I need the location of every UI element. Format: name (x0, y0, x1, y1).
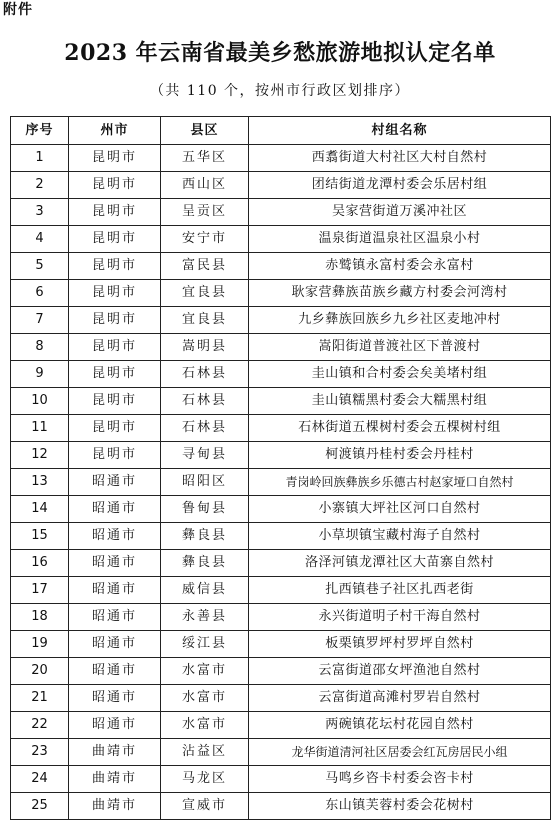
table-header-row (11, 117, 551, 145)
row-city: 昆明市 (69, 388, 161, 415)
table-row (11, 658, 551, 685)
table-row (11, 226, 551, 253)
row-seq: 22 (11, 712, 69, 739)
row-city: 昭通市 (69, 523, 161, 550)
row-village: 龙华街道清河社区居委会红瓦房居民小组 (249, 739, 551, 766)
row-city: 昆明市 (69, 253, 161, 280)
row-county: 安宁市 (161, 226, 249, 253)
table-row (11, 631, 551, 658)
row-seq: 6 (11, 280, 69, 307)
row-city: 昭通市 (69, 631, 161, 658)
row-seq: 20 (11, 658, 69, 685)
row-city: 昭通市 (69, 469, 161, 496)
document-title: 2023 年云南省最美乡愁旅游地拟认定名单 (64, 40, 496, 66)
attachment-label: 附件 (3, 2, 33, 18)
row-village: 小寨镇大坪社区河口自然村 (249, 496, 551, 523)
table-row (11, 550, 551, 577)
row-city: 昭通市 (69, 577, 161, 604)
row-county: 富民县 (161, 253, 249, 280)
row-county: 石林县 (161, 388, 249, 415)
row-seq: 1 (11, 145, 69, 172)
row-village: 东山镇芙蓉村委会花树村 (249, 793, 551, 820)
table-row (11, 199, 551, 226)
row-city: 昆明市 (69, 334, 161, 361)
row-county: 宜良县 (161, 280, 249, 307)
row-seq: 12 (11, 442, 69, 469)
row-village: 嵩阳街道普渡社区下普渡村 (249, 334, 551, 361)
header-village: 村组名称 (249, 117, 551, 145)
row-city: 昆明市 (69, 415, 161, 442)
row-village: 西翥街道大村社区大村自然村 (249, 145, 551, 172)
row-city: 昭通市 (69, 685, 161, 712)
row-village: 小草坝镇宝藏村海子自然村 (249, 523, 551, 550)
row-seq: 25 (11, 793, 69, 820)
row-seq: 17 (11, 577, 69, 604)
row-city: 曲靖市 (69, 739, 161, 766)
row-seq: 18 (11, 604, 69, 631)
row-seq: 3 (11, 199, 69, 226)
row-city: 昆明市 (69, 361, 161, 388)
row-city: 昆明市 (69, 307, 161, 334)
table-body (11, 145, 551, 820)
row-county: 寻甸县 (161, 442, 249, 469)
table-row (11, 307, 551, 334)
row-village: 永兴街道明子村干海自然村 (249, 604, 551, 631)
row-village: 团结街道龙潭村委会乐居村组 (249, 172, 551, 199)
table-row (11, 793, 551, 820)
row-village: 洛泽河镇龙潭社区大苗寨自然村 (249, 550, 551, 577)
row-county: 石林县 (161, 361, 249, 388)
row-county: 彝良县 (161, 550, 249, 577)
row-village: 柯渡镇丹桂村委会丹桂村 (249, 442, 551, 469)
row-city: 昆明市 (69, 172, 161, 199)
row-seq: 14 (11, 496, 69, 523)
row-village: 圭山镇糯黑村委会大糯黑村组 (249, 388, 551, 415)
row-city: 昆明市 (69, 226, 161, 253)
row-seq: 13 (11, 469, 69, 496)
table-row (11, 685, 551, 712)
table-row (11, 145, 551, 172)
row-seq: 2 (11, 172, 69, 199)
row-city: 昆明市 (69, 280, 161, 307)
row-county: 水富市 (161, 685, 249, 712)
row-village: 圭山镇和合村委会矣美堵村组 (249, 361, 551, 388)
row-city: 曲靖市 (69, 766, 161, 793)
row-village: 耿家营彝族苗族乡藏方村委会河湾村 (249, 280, 551, 307)
row-city: 昭通市 (69, 604, 161, 631)
row-city: 昭通市 (69, 496, 161, 523)
table-row (11, 334, 551, 361)
row-city: 曲靖市 (69, 793, 161, 820)
header-seq: 序号 (11, 117, 69, 145)
row-village: 扎西镇巷子社区扎西老街 (249, 577, 551, 604)
row-village: 云富街道邵女坪渔池自然村 (249, 658, 551, 685)
table-row (11, 253, 551, 280)
village-list-table (10, 116, 551, 820)
row-village: 板栗镇罗坪村罗坪自然村 (249, 631, 551, 658)
row-seq: 21 (11, 685, 69, 712)
row-county: 嵩明县 (161, 334, 249, 361)
row-county: 水富市 (161, 712, 249, 739)
row-county: 马龙区 (161, 766, 249, 793)
row-seq: 4 (11, 226, 69, 253)
table-row (11, 469, 551, 496)
row-county: 昭阳区 (161, 469, 249, 496)
header-city: 州市 (69, 117, 161, 145)
row-village: 九乡彝族回族乡九乡社区麦地冲村 (249, 307, 551, 334)
row-county: 石林县 (161, 415, 249, 442)
row-village: 温泉街道温泉社区温泉小村 (249, 226, 551, 253)
table-row (11, 739, 551, 766)
table-row (11, 172, 551, 199)
row-village: 云富街道高滩村罗岩自然村 (249, 685, 551, 712)
row-city: 昆明市 (69, 145, 161, 172)
row-county: 沾益区 (161, 739, 249, 766)
row-city: 昆明市 (69, 199, 161, 226)
row-city: 昆明市 (69, 442, 161, 469)
row-city: 昭通市 (69, 550, 161, 577)
row-seq: 8 (11, 334, 69, 361)
row-county: 宜良县 (161, 307, 249, 334)
row-village: 青岗岭回族彝族乡乐德古村赵家垭口自然村 (249, 469, 551, 496)
row-city: 昭通市 (69, 658, 161, 685)
row-county: 西山区 (161, 172, 249, 199)
row-county: 彝良县 (161, 523, 249, 550)
row-county: 永善县 (161, 604, 249, 631)
row-seq: 19 (11, 631, 69, 658)
table-row (11, 766, 551, 793)
row-seq: 11 (11, 415, 69, 442)
row-village: 吴家营街道万溪冲社区 (249, 199, 551, 226)
row-county: 威信县 (161, 577, 249, 604)
row-county: 五华区 (161, 145, 249, 172)
row-seq: 23 (11, 739, 69, 766)
row-village: 石林街道五棵树村委会五棵树村组 (249, 415, 551, 442)
row-seq: 7 (11, 307, 69, 334)
row-seq: 24 (11, 766, 69, 793)
table-row (11, 496, 551, 523)
table-row (11, 523, 551, 550)
row-seq: 10 (11, 388, 69, 415)
table-row (11, 361, 551, 388)
document-subtitle: （共 110 个，按州市行政区划排序） (149, 83, 411, 99)
table-row (11, 577, 551, 604)
header-county: 县区 (161, 117, 249, 145)
row-village: 两碗镇花坛村花园自然村 (249, 712, 551, 739)
row-seq: 9 (11, 361, 69, 388)
row-seq: 5 (11, 253, 69, 280)
row-seq: 16 (11, 550, 69, 577)
row-county: 绥江县 (161, 631, 249, 658)
row-city: 昭通市 (69, 712, 161, 739)
table-row (11, 415, 551, 442)
table-row (11, 712, 551, 739)
row-village: 赤鹫镇永富村委会永富村 (249, 253, 551, 280)
table-row (11, 388, 551, 415)
row-seq: 15 (11, 523, 69, 550)
table-row (11, 604, 551, 631)
row-county: 水富市 (161, 658, 249, 685)
row-village: 马鸣乡咨卡村委会咨卡村 (249, 766, 551, 793)
table-row (11, 442, 551, 469)
row-county: 鲁甸县 (161, 496, 249, 523)
row-county: 宣威市 (161, 793, 249, 820)
row-county: 呈贡区 (161, 199, 249, 226)
table-row (11, 280, 551, 307)
